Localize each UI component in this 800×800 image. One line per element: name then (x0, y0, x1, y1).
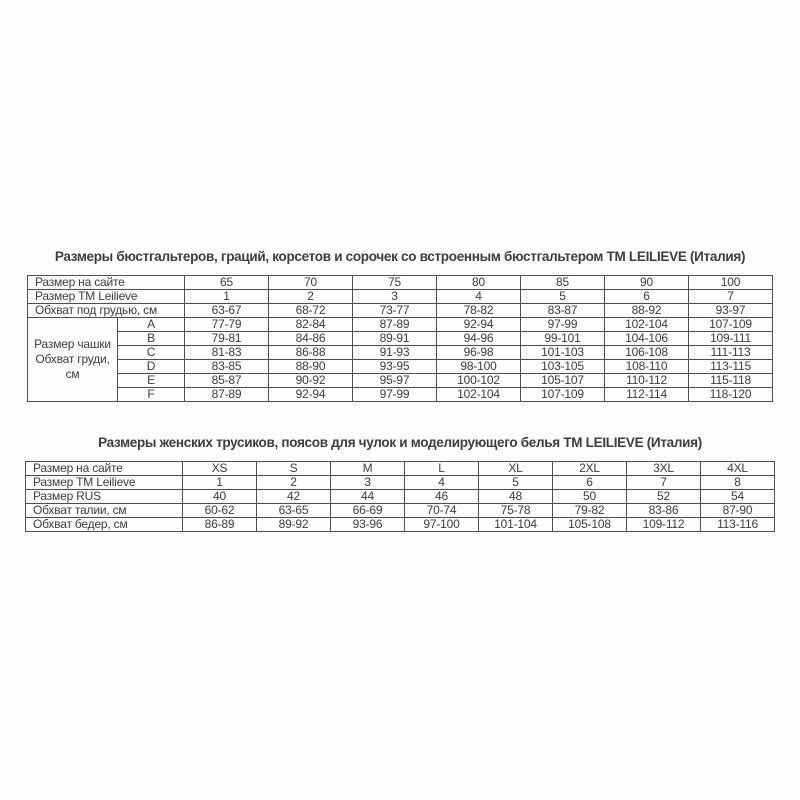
size-value-cell: 65 (185, 276, 269, 290)
row-label-cell: Обхват талии, см (26, 504, 183, 518)
table-row (26, 490, 775, 504)
size-value-cell: 97-99 (353, 388, 437, 402)
size-value-cell: 102-104 (605, 318, 689, 332)
size-value-cell: 111-113 (689, 346, 773, 360)
table-row (28, 388, 773, 402)
cup-letter-cell: A (118, 318, 185, 332)
table-row (28, 360, 773, 374)
size-value-cell: 5 (479, 476, 553, 490)
row-label-cell: Размер RUS (26, 490, 183, 504)
cup-letter-cell: F (118, 388, 185, 402)
size-value-cell: 79-82 (553, 504, 627, 518)
size-value-cell: 105-108 (553, 518, 627, 532)
cup-group-cell: Размер чашки Обхват груди, см (28, 318, 118, 402)
row-label-cell: Обхват под грудью, см (28, 304, 185, 318)
size-value-cell: 109-112 (627, 518, 701, 532)
row-label-cell: Размер TM Leilieve (28, 290, 185, 304)
size-value-cell: 81-83 (185, 346, 269, 360)
size-value-cell: 73-77 (353, 304, 437, 318)
size-value-cell: 107-109 (521, 388, 605, 402)
size-value-cell: 101-103 (521, 346, 605, 360)
size-value-cell: 66-69 (331, 504, 405, 518)
size-value-cell: 110-112 (605, 374, 689, 388)
size-value-cell: 70-74 (405, 504, 479, 518)
bra-size-table (27, 275, 773, 402)
size-value-cell: 4 (405, 476, 479, 490)
table-row (28, 346, 773, 360)
size-value-cell: 46 (405, 490, 479, 504)
size-value-cell: 75-78 (479, 504, 553, 518)
size-value-cell: 82-84 (269, 318, 353, 332)
size-value-cell: 60-62 (183, 504, 257, 518)
size-value-cell: M (331, 462, 405, 476)
size-value-cell: 54 (701, 490, 775, 504)
size-value-cell: 40 (183, 490, 257, 504)
size-value-cell: 77-79 (185, 318, 269, 332)
row-label-cell: Размер TM Leilieve (26, 476, 183, 490)
table-row (28, 304, 773, 318)
size-value-cell: 106-108 (605, 346, 689, 360)
size-value-cell: 1 (183, 476, 257, 490)
table-row (28, 374, 773, 388)
size-value-cell: 42 (257, 490, 331, 504)
size-value-cell: 63-65 (257, 504, 331, 518)
size-value-cell: S (257, 462, 331, 476)
briefs-table-title: Размеры женских трусиков, поясов для чулок и моделирующего белья TM LEILIEVE (Италия) (98, 435, 702, 450)
size-value-cell: 88-90 (269, 360, 353, 374)
briefs-size-table (25, 461, 775, 532)
size-value-cell: 102-104 (437, 388, 521, 402)
size-value-cell: 90-92 (269, 374, 353, 388)
size-value-cell: 79-81 (185, 332, 269, 346)
table-row (26, 504, 775, 518)
row-label-cell: Обхват бедер, см (26, 518, 183, 532)
size-value-cell: 78-82 (437, 304, 521, 318)
size-value-cell: 109-111 (689, 332, 773, 346)
size-value-cell: 2 (269, 290, 353, 304)
size-value-cell: 95-97 (353, 374, 437, 388)
table-row (28, 318, 773, 332)
size-value-cell: 8 (701, 476, 775, 490)
size-value-cell: 87-89 (185, 388, 269, 402)
cup-letter-cell: B (118, 332, 185, 346)
size-value-cell: 3XL (627, 462, 701, 476)
size-value-cell: 80 (437, 276, 521, 290)
size-value-cell: 52 (627, 490, 701, 504)
size-value-cell: 93-96 (331, 518, 405, 532)
size-value-cell: 100 (689, 276, 773, 290)
size-value-cell: 98-100 (437, 360, 521, 374)
size-value-cell: 94-96 (437, 332, 521, 346)
size-value-cell: 48 (479, 490, 553, 504)
size-value-cell: 83-86 (627, 504, 701, 518)
size-value-cell: 97-99 (521, 318, 605, 332)
size-value-cell: 118-120 (689, 388, 773, 402)
size-value-cell: 4XL (701, 462, 775, 476)
cup-letter-cell: E (118, 374, 185, 388)
size-value-cell: 70 (269, 276, 353, 290)
size-value-cell: L (405, 462, 479, 476)
size-value-cell: 113-115 (689, 360, 773, 374)
size-value-cell: 63-67 (185, 304, 269, 318)
table-row (28, 290, 773, 304)
size-value-cell: 105-107 (521, 374, 605, 388)
size-value-cell: 91-93 (353, 346, 437, 360)
size-value-cell: 7 (627, 476, 701, 490)
size-value-cell: 83-87 (521, 304, 605, 318)
size-value-cell: 107-109 (689, 318, 773, 332)
size-value-cell: 113-116 (701, 518, 775, 532)
size-value-cell: 115-118 (689, 374, 773, 388)
size-value-cell: 68-72 (269, 304, 353, 318)
size-value-cell: 7 (689, 290, 773, 304)
size-value-cell: 84-86 (269, 332, 353, 346)
size-value-cell: 93-97 (689, 304, 773, 318)
size-value-cell: 104-106 (605, 332, 689, 346)
size-value-cell: 100-102 (437, 374, 521, 388)
size-value-cell: 101-104 (479, 518, 553, 532)
table-row (26, 462, 775, 476)
row-label-cell: Размер на сайте (26, 462, 183, 476)
size-value-cell: 87-90 (701, 504, 775, 518)
size-value-cell: 2 (257, 476, 331, 490)
size-value-cell: 96-98 (437, 346, 521, 360)
table-row (26, 476, 775, 490)
size-value-cell: 92-94 (269, 388, 353, 402)
bras-table-title: Размеры бюстгальтеров, граций, корсетов и сорочек со встроенным бюстгальтером TM LEILIEVE (Италия) (54, 249, 746, 264)
size-value-cell: 4 (437, 290, 521, 304)
size-value-cell: 86-89 (183, 518, 257, 532)
size-value-cell: 112-114 (605, 388, 689, 402)
size-value-cell: 3 (353, 290, 437, 304)
cup-letter-cell: D (118, 360, 185, 374)
size-value-cell: 93-95 (353, 360, 437, 374)
size-value-cell: 6 (605, 290, 689, 304)
size-value-cell: 86-88 (269, 346, 353, 360)
size-value-cell: 44 (331, 490, 405, 504)
size-value-cell: 75 (353, 276, 437, 290)
size-value-cell: 89-91 (353, 332, 437, 346)
table-row (26, 518, 775, 532)
cup-letter-cell: C (118, 346, 185, 360)
row-label-cell: Размер на сайте (28, 276, 185, 290)
table-row (28, 276, 773, 290)
size-value-cell: 83-85 (185, 360, 269, 374)
size-value-cell: 3 (331, 476, 405, 490)
size-value-cell: 92-94 (437, 318, 521, 332)
size-value-cell: 108-110 (605, 360, 689, 374)
table-row (28, 332, 773, 346)
size-value-cell: 85-87 (185, 374, 269, 388)
size-value-cell: 87-89 (353, 318, 437, 332)
size-value-cell: XL (479, 462, 553, 476)
size-value-cell: 88-92 (605, 304, 689, 318)
size-value-cell: 5 (521, 290, 605, 304)
size-value-cell: 103-105 (521, 360, 605, 374)
size-value-cell: 97-100 (405, 518, 479, 532)
size-value-cell: 85 (521, 276, 605, 290)
size-value-cell: 2XL (553, 462, 627, 476)
size-value-cell: 6 (553, 476, 627, 490)
size-value-cell: 1 (185, 290, 269, 304)
size-value-cell: 99-101 (521, 332, 605, 346)
size-value-cell: XS (183, 462, 257, 476)
size-value-cell: 89-92 (257, 518, 331, 532)
size-value-cell: 90 (605, 276, 689, 290)
size-value-cell: 50 (553, 490, 627, 504)
